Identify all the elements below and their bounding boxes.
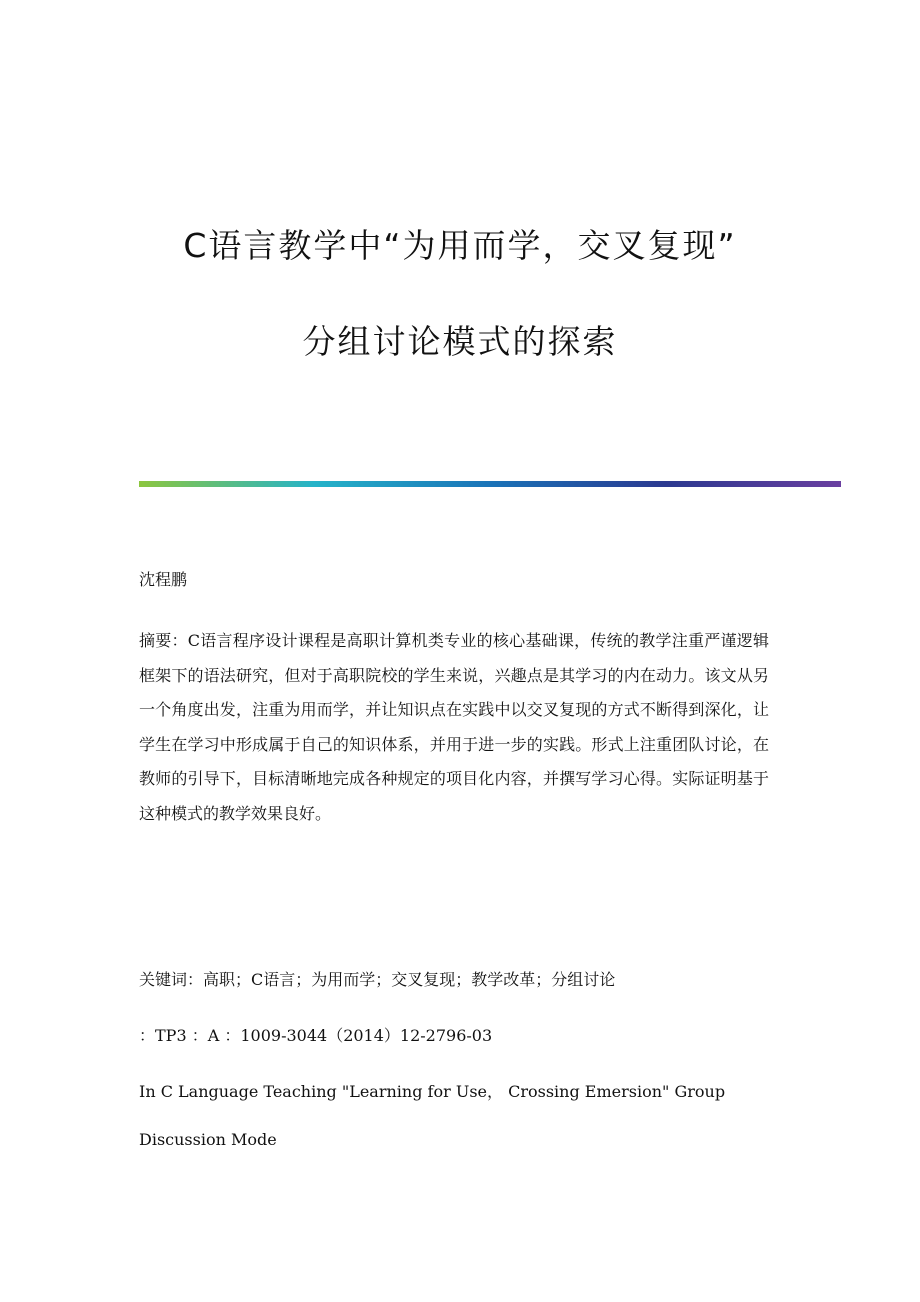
keywords [139, 970, 615, 990]
keywords-text: 高职；C语言；为用而学；交叉复现；教学改革；分组讨论 [203, 970, 616, 989]
english-title-line-1: In C Language Teaching "Learning for Use， Crossing Emersion" Group [139, 1082, 726, 1101]
abstract-text: C语言程序设计课程是高职计算机类专业的核心基础课，传统的教学注重严谨逻辑框架下的语法研究，但对于高职院校的学生来说，兴趣点是其学习的内在动力。该文从另一个角度出发，注重为用而学，并让知识点在实践中以交叉复现的方式不断得到深化，让学生在学习中形成属于自己的知识体系，并用于进一步的实践。形式上注重团队讨论，在教师的引导下，目标清晰地完成各种规定的项目化内容，并撰写学习心得。实际证明基于这种模式的教学效果良好。 [139, 631, 769, 823]
classification-info: ：TP3 ：A ：1009-3044（2014）12-2796-03 [139, 1026, 493, 1045]
keywords-label: 关键词： [139, 970, 204, 989]
english-title-line-2: Discussion Mode [139, 1130, 277, 1149]
paper-title-line-2: 分组讨论模式的探索 [302, 322, 618, 361]
paper-title-line-1: C语言教学中“为用而学，交叉复现” [183, 226, 737, 265]
title-divider [139, 481, 841, 487]
author-name: 沈程鹏 [139, 570, 188, 589]
abstract-label: 摘要： [139, 631, 188, 650]
abstract [139, 624, 769, 831]
